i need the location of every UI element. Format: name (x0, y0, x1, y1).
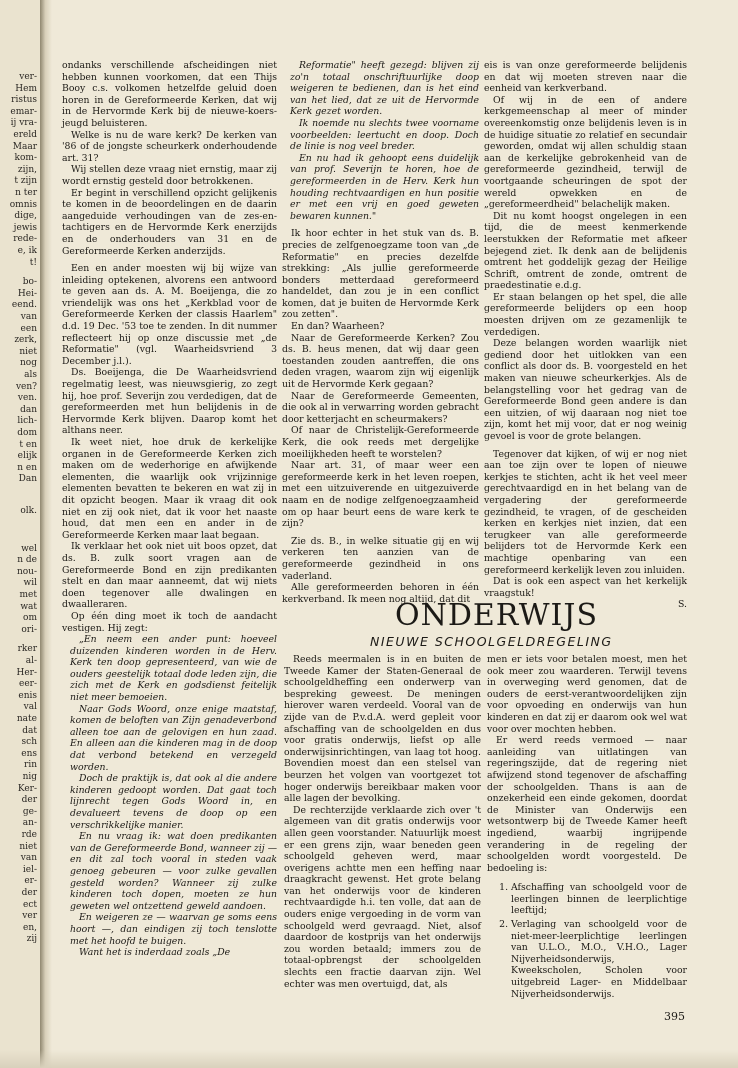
previous-page-fragment: rin (24, 760, 37, 771)
previous-page-fragment: ver (22, 911, 37, 922)
previous-page-fragment: wil (23, 578, 37, 589)
previous-page-fragment: an- (22, 818, 37, 829)
paragraph: Want het is inderdaad zoals „De (79, 947, 231, 959)
previous-page-fragment: eer- (19, 679, 37, 690)
paragraph: Ik hoor echter in het stuk van ds. B. precies de zelfgenoegzame toon van „de Reformatie" en precies dezelfde strekking: „Als jullie gereformeerde bonders metterdaad gereformeerd handeldet, dan zou je in een conflict komen, dat je buiten de Hervormde Kerk zou zetten". (282, 228, 479, 321)
paragraph: Er begint in verschillend opzicht gelijkenis te komen in de beoordelingen en de daarin aangeduide verhoudingen van de zes-en-tachtigers en de Hervormde Kerk enerzijds en de onderhouders van 31 en de Gereformeerde Kerken anderzijds. (62, 187, 277, 257)
previous-page-fragment: zij (26, 934, 37, 945)
paragraph: Tegenover dat kijken, of wij er nog niet aan toe zijn over te lopen of nieuwe kerkjes te stichten, acht ik het veel meer gerechtvaardigd en in het belang van de vergadering der gereformeerde gezindheid, te vragen, of de gescheiden kerken en kerkjes niet inzien, dat een terugkeer van alle gereformeerde belijders tot de Hervormde Kerk een machtige openbaring van een gereformeerd kerkelijk leven zou inluiden. (484, 448, 687, 576)
paragraph: En dan? Waarheen? (291, 321, 385, 333)
previous-page-fragment: Maar (12, 141, 37, 152)
previous-page-fragment: t zijn (14, 176, 37, 187)
previous-page-fragment: e, ik (17, 246, 37, 256)
previous-page-fragment: elijk (17, 451, 37, 462)
previous-page-fragment: nog (20, 358, 37, 369)
paragraph: Dat is ook een aspect van het kerkelijk vraagstuk! (484, 576, 687, 599)
previous-page-fragment: ori- (21, 624, 37, 635)
column-4-text (284, 654, 481, 1014)
previous-page-fragment: al- (25, 656, 37, 666)
previous-page-fragment: bo- (22, 277, 37, 288)
previous-page-fragment: en, (23, 922, 37, 933)
previous-page-fragment: nig (22, 772, 37, 782)
previous-page-fragment: ij vra- (10, 118, 37, 129)
paragraph: En nu had ik gehoopt eens duidelijk van prof. Severijn te horen, hoe de gereformeerden in de Herv. Kerk hun houding rechtvaardigen en hun positie er met een vrij en goed geweten bewaren kunnen." (290, 152, 479, 222)
previous-page-fragment: Hem (15, 83, 37, 94)
page-gutter-shadow (40, 0, 52, 1068)
paragraph: Ik noemde nu slechts twee voorname voorbeelden: leertucht en doop. Doch de linie is nog veel breder. (290, 117, 479, 153)
paragraph: Alle gereformeerden behoren in één kerkverband. Ik meen nog altijd, dat dit (282, 582, 479, 605)
previous-page-fragment: n de (17, 555, 37, 566)
previous-page-fragment: ristus (11, 95, 37, 106)
page-bottom-shadow (0, 1050, 738, 1068)
previous-page-margin (0, 0, 40, 1068)
previous-page-fragment: dom (17, 428, 37, 438)
previous-page-fragment: ver- (19, 72, 37, 82)
section-subtitle: NIEUWE SCHOOLGELDREGELING (370, 634, 613, 649)
paragraph: En nu vraag ik: wat doen predikanten van de Gereformeerde Bond, wanneer zij — en dit zal toch vooral in steden vaak genoeg gebeuren — voor zulke gevallen gesteld worden? Wanneer zij zulke kinderen toch dopen, moeten ze hun geweten wel ontzettend geweld aandoen. (70, 831, 277, 912)
previous-page-fragment: Hei- (17, 288, 37, 299)
column-1-text (62, 60, 277, 1020)
paragraph: Deze belangen worden waarlijk niet gediend door het uitlokken van een conflict als door ds. B. voorgesteld en het maken van nieuwe scheurkerkjes. Als de belangstelling voor het gedrag van de Gereformeerde Bond geen andere is dan een uitzien, of wij daaraan nog niet toe zijn, komt het mij voor, dat er nog weinig gevoel is voor de grote belangen. (484, 338, 687, 442)
list-item: 1. Afschaffing van schoolgeld voor de leerlingen binnen de leerplichtige leeftijd; (511, 882, 687, 917)
previous-page-fragment: rede- (13, 234, 37, 245)
previous-page-fragment: nate (16, 714, 37, 724)
previous-page-fragment: niet (19, 346, 37, 357)
previous-page-fragment: enis (18, 690, 37, 701)
paragraph: Ds. Boeijenga, die De Waarheidsvriend regelmatig leest, was nieuwsgierig, zo zegt hij, hoe prof. Severijn zou verdedigen, dat de gereformeerden met hun belijdenis in de Hervormde Kerk blijven. Daarop komt het althans neer. (62, 367, 277, 437)
paragraph: Doch de praktijk is, dat ook al die andere kinderen gedoopt worden. Dat gaat toch lijnrecht tegen Gods Woord in, en devalueert tevens de doop op een verschrikkelijke manier. (70, 773, 277, 831)
previous-page-fragment: van (20, 312, 37, 322)
previous-page-fragment: rker (17, 644, 37, 655)
previous-page-fragment: ven? (15, 381, 37, 392)
previous-page-fragment: dige, (14, 211, 37, 222)
paragraph: eis is van onze gereformeerde belijdenis en dat wij moeten streven naar die eenheid van kerkverband. (484, 60, 687, 95)
previous-page-fragment: Ker- (17, 783, 37, 794)
paragraph: Of naar de Christelijk-Gereformeerde Kerk, die ook reeds met dergelijke moeilijkheden heeft te worstelen? (282, 425, 479, 460)
previous-page-fragment: zerk, (14, 335, 37, 346)
list-item: 2. Verlaging van schoolgeld voor de niet-meer-leerplichtige leerlingen van U.L.O., M.O., V.H.O., Lager Nijverheidsonderwijs, Kweekscholen, Scholen voor uitgebreid Lager- en Middelbaar Nijverheidsonderwijs. (511, 919, 687, 1000)
previous-page-fragment: emar- (10, 106, 37, 117)
previous-page-fragment: rde (21, 830, 37, 840)
paragraph: Een en ander moesten wij bij wijze van inleiding optekenen, alvorens een antwoord te geven aan ds. A. M. Boeijenga, die zo vriendelijk was ons het „Kerkblad voor de Gereformeerde Kerken der classis Haarlem" d.d. 19 Dec. '53 toe te zenden. In dit nummer reflecteert hij op onze discussie met „de Reformatie" (vgl. Waarheidsvriend 3 December j.l.). (62, 263, 277, 367)
previous-page-fragment: t! (29, 257, 37, 268)
previous-page-fragment: omnis (9, 199, 37, 210)
previous-page-fragment: val (23, 702, 37, 713)
paragraph: De rechterzijde verklaarde zich over 't algemeen van dit gratis onderwijs voor allen geen voorstander. Natuurlijk moest er een grens zijn, waar beneden geen schoolgeld geheven werd, maar overigens achtte men een heffing naar draagkracht gewenst. Het grote belang van het onderwijs voor de kinderen rechtvaardigde h.i. ten volle, dat aan de ouders enige vergoeding in de vorm van schoolgeld werd gevraagd. Niet, alsof daardoor de kostprijs van het onderwijs zou worden betaald; immers zou de totaal-opbrengst der schoolgelden slechts een fractie daarvan zijn. Wel echter was men overtuigd, dat, als (284, 804, 481, 990)
paragraph: Zie ds. B., in welke situatie gij en wij verkeren ten aanzien van de gereformeerde gezindheid in ons vaderland. (282, 535, 479, 582)
previous-page-fragment: om (23, 613, 37, 624)
previous-page-fragment: ens (21, 748, 37, 759)
previous-page-fragment: nou- (16, 566, 37, 577)
paragraph: Op één ding moet ik toch de aandacht vestigen. Hij zegt: (62, 610, 277, 634)
previous-page-fragment: n ter (15, 188, 37, 198)
previous-page-fragment: ge- (22, 806, 37, 817)
previous-page-fragment: iel- (22, 864, 37, 875)
previous-page-fragment: lich- (17, 416, 37, 427)
author-signature: S. (678, 599, 687, 611)
previous-page-fragment: als (24, 370, 37, 380)
section-title: ONDERWIJS (395, 598, 598, 633)
previous-page-fragment: Dan (18, 474, 37, 485)
paragraph: ondanks verschillende afscheidingen niet hebben kunnen voorkomen, dat een Thijs Booy c.s. volkomen hetzelfde geluid doen horen in de Gereformeerde Kerken, dat wij in de Hervormde Kerk bij de nieuwe-koers-jeugd beluisteren. (62, 60, 277, 129)
previous-page-fragment: ect (23, 899, 37, 910)
previous-page-fragment: er- (24, 876, 37, 887)
paragraph: Er werd reeds vermoed — naar aanleiding van uitlatingen van regeringszijde, dat de regering niet afwijzend stond tegenover de afschaffing der schoolgelden. Thans is aan de onzekerheid een einde gekomen, doordat de Minister van Onderwijs een wetsontwerp bij de Tweede Kamer heeft ingediend, waarbij ingrijpende verandering in de regeling der schoolgelden wordt voorgesteld. De bedoeling is: (487, 735, 687, 874)
previous-page-fragment: een (20, 323, 37, 334)
previous-page-fragment: niet (19, 841, 37, 852)
paragraph: Dit nu komt hoogst ongelegen in een tijd, die de meest kenmerkende leerstukken der Reformatie met afkeer bejegend ziet. Ik denk aan de belijdenis omtrent het goddelijk gezag der Heilige Schrift, omtrent de zonde, omtrent de praedestinatie e.d.g. (484, 210, 687, 292)
paragraph: Er staan belangen op het spel, die alle gereformeerde belijders op een hoop moesten drijven om ze gezamenlijk te verdedigen. (484, 291, 687, 338)
paragraph: Wij stellen deze vraag niet ernstig, maar zij wordt ernstig gesteld door betrokkenen. (62, 164, 277, 187)
paragraph: „En neem een ander punt: hoeveel duizenden kinderen worden in de Herv. Kerk ten doop gepresenteerd, van wie de ouders geestelijk totaal dode leden zijn, die zich met de Kerk en godsdienst feitelijk niet meer bemoeien. (70, 634, 277, 704)
previous-page-fragment: kom- (14, 153, 37, 164)
paragraph: Naar Gods Woord, onze enige maatstaf, komen de beloften van Zijn genadeverbond alleen toe aan de gelovigen en hun zaad. En alleen aan die kinderen mag in de doop dat verbond betekend en verzegeld worden. (70, 703, 277, 773)
column-3-text (484, 60, 687, 611)
column-5-text (487, 654, 687, 1000)
paragraph: Naar de Gereformeerde Kerken? Zou ds. B. heus menen, dat wij daar geen toestanden zouden aantreffen, die ons deden vragen, waarom zijn wij eigenlijk uit de Hervormde Kerk gegaan? (282, 332, 479, 391)
proposal-list (487, 882, 687, 1000)
previous-page-fragment: der (21, 888, 37, 898)
previous-page-fragment: wel (21, 543, 37, 554)
paragraph: Welke is nu de ware kerk? De kerken van '86 of de jongste scheurkerk onderhoudende art. 31? (62, 129, 277, 164)
previous-page-fragment: Her- (16, 667, 37, 678)
paragraph: Reformatie" heeft gezegd: blijven zij zo'n totaal onschriftuurlijke doop weigeren te bedienen, dan is het eind van het lied, dat ze uit de Hervormde Kerk gezet worden. (290, 60, 479, 118)
paragraph: men er iets voor betalen moest, men het ook meer zou waarderen. Terwijl tevens in overweging werd genomen, dat de ouders de eerst-verantwoordelijken zijn voor opvoeding en onderwijs van hun kinderen en dat zij er daarom ook wel wat voor over mochten hebben. (487, 654, 687, 735)
previous-page-fragment: ereld (13, 130, 37, 140)
previous-page-fragment: dat (22, 725, 37, 736)
paragraph: Naar art. 31, of maar weer een gereformeerde kerk in het leven roepen, met een uitzuiverende en uitgezuiverde naam en de nodige zelfgenoegzaamheid om op haar beurt eens de ware kerk te zijn? (282, 460, 479, 530)
previous-page-fragment: wat (20, 601, 37, 612)
paragraph: Naar de Gereformeerde Gemeenten, die ook al in verwarring worden gebracht door ketterjacht en scheurmakers? (282, 390, 479, 425)
previous-page-fragment: jewis (13, 222, 37, 233)
previous-page-fragment: eend. (11, 300, 37, 311)
previous-page-fragment: t en (19, 439, 37, 450)
previous-page-fragment: der (21, 795, 37, 806)
column-2-text (282, 60, 479, 605)
paragraph: En weigeren ze — waarvan ge soms eens hoort —, dan eindigen zij toch tenslotte met het hoofd te buigen. (70, 912, 277, 947)
paragraph: Of wij in de een of andere kerkgemeenschap al meer of minder overeenkomstig onze belijdenis leven is in de huidige situatie zo relatief en secundair geworden, omdat wij allen schuldig staan aan de kerkelijke gebrokenheid van de gereformeerde gezindheid, terwijl de voortgaande scheuringen de spot der wereld opwekken en de „gereformeerdheid" belachelijk maken. (484, 94, 687, 211)
previous-page-fragment: ven. (17, 393, 37, 404)
page-number: 395 (664, 1010, 685, 1023)
paragraph: Ik verklaar het ook niet uit boos opzet, dat ds. B. zulk soort vragen aan de Gereformeerde Bond en zijn predikanten stelt en dan maar aanneemt, dat wij niets doen tegenover alle dwalingen en dwaalleraren. (62, 541, 277, 611)
previous-page-fragment: dan (20, 404, 37, 415)
paragraph: Ik weet niet, hoe druk de kerkelijke organen in de Gereformeerde Kerken zich maken om de wederhorige en afwijkende elementen, die waarlijk ook vrijzinnige elementen bevatten te bekeren en wat zij in dit opzicht beogen. Maar ik vraag dit ook niet en zij ook niet, dat ik voor het naaste houd, dat men een en ander in de Gereformeerde Kerken maar laat begaan. (62, 437, 277, 541)
previous-page-fragment: zijn, (17, 164, 37, 175)
previous-page-fragment: olk. (20, 506, 37, 516)
previous-page-fragment: van (20, 853, 37, 864)
paragraph: Reeds meermalen is in en buiten de Tweede Kamer der Staten-Generaal de schoolgeldheffing een onderwerp van bespreking geweest. De meningen hierover waren verdeeld. Vooral van de zijde van de P.v.d.A. werd gepleit voor afschaffing van de schoolgelden en dus voor gratis onderwijs, liefst op alle onderwijsinrichtingen, van laag tot hoog. Bovendien moest dan een stelsel van beurzen het volgen van voortgezet tot hoger onderwijs bereikbaar maken voor alle lagen der bevolking. (284, 654, 481, 805)
previous-page-fragment: met (19, 590, 37, 600)
previous-page-fragment: sch (21, 737, 37, 748)
previous-page-fragment: n en (17, 462, 37, 473)
